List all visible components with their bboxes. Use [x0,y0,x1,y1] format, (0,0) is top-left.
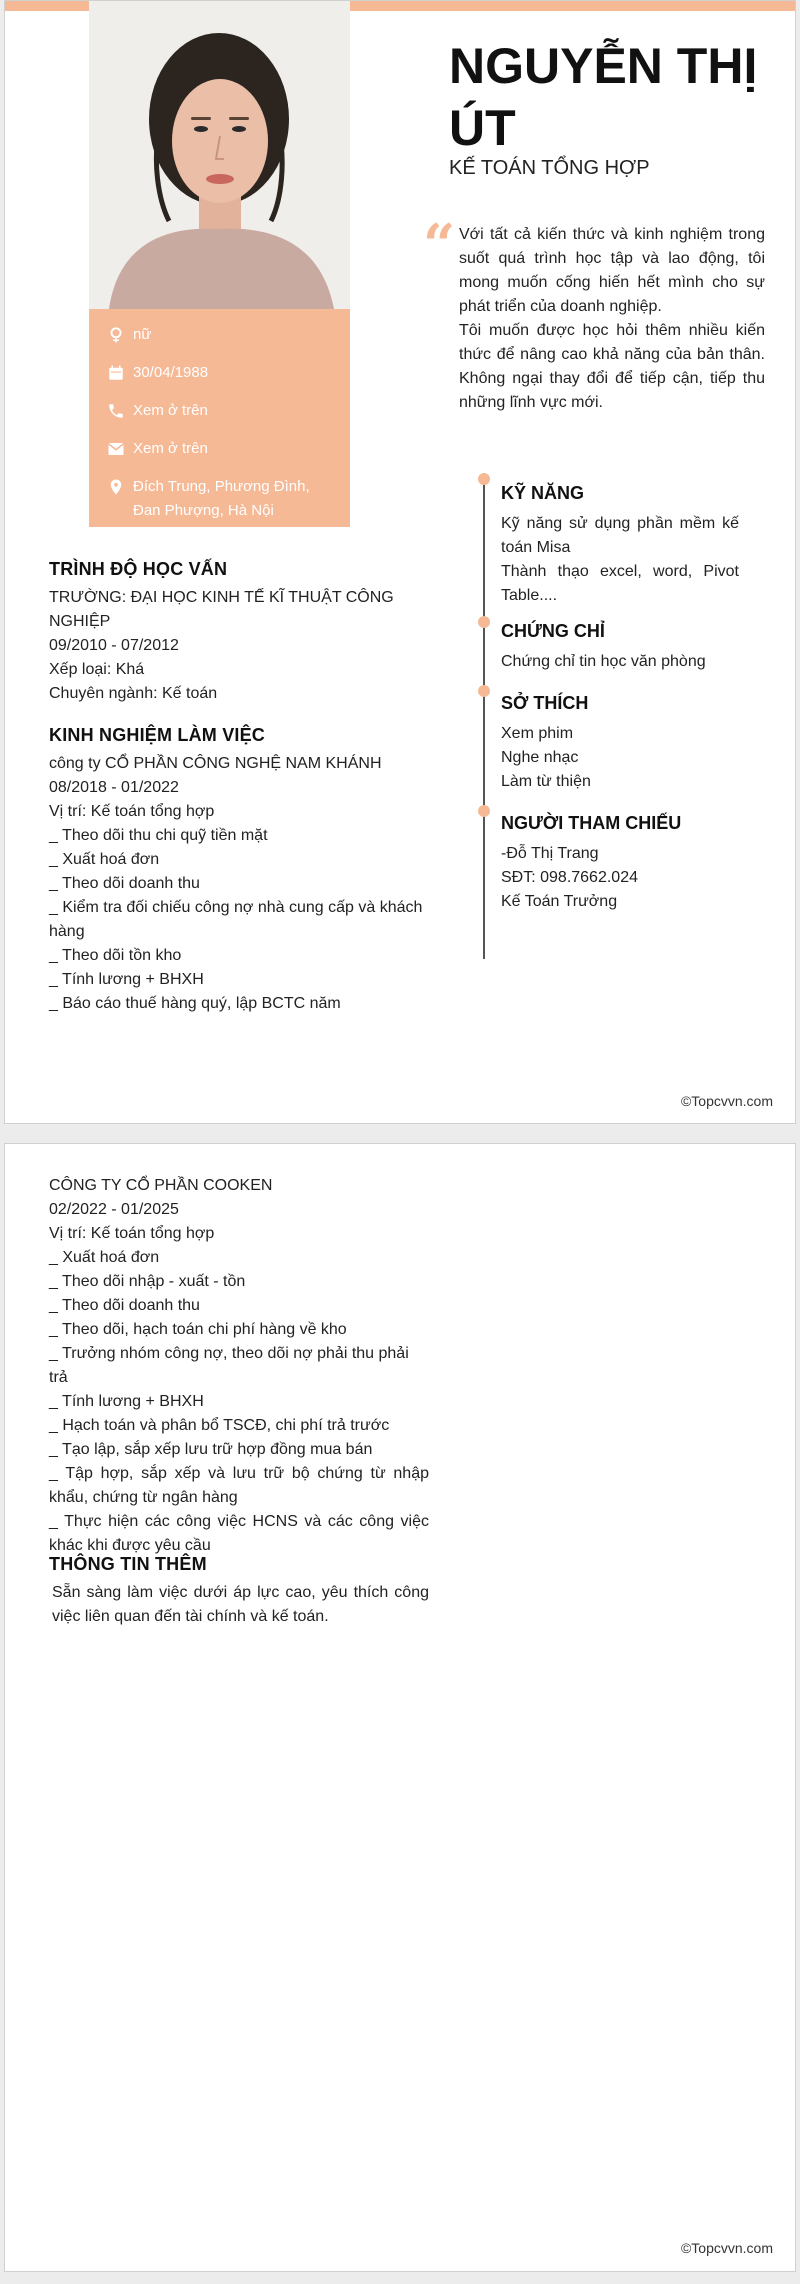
skill-item: Kỹ năng sử dụng phần mềm kế toán Misa [501,515,739,556]
objective-quote [423,212,765,415]
phone-icon [107,399,133,423]
timeline-line [483,473,485,959]
timeline-dot [478,805,490,817]
birthday-value: 30/04/1988 [133,364,209,381]
certificates-section [501,621,739,674]
cv-page-2 [4,1143,796,2272]
experience-item: Vị trí: Kế toán tổng hợp [49,1225,215,1242]
extra-info-section [49,1554,429,1629]
quote-text [459,223,765,415]
cv-page-1 [4,0,796,1124]
phone-value[interactable]: Xem ở trên [133,402,208,419]
skill-item: Thành thạo excel, word, Pivot Table.... [501,563,739,604]
candidate-name: NGUYỄN THỊ ÚT [449,38,758,156]
hobby-item: Xem phim [501,725,574,742]
profile-photo [89,1,350,309]
experience-item: công ty CỔ PHẦN CÔNG NGHỆ NAM KHÁNH [49,755,382,772]
education-item: Chuyên ngành: Kế toán [49,685,218,702]
experience-item: _ Trưởng nhóm công nợ, theo dõi nợ phải thu phải trả [49,1345,409,1386]
experience-item: _ Kiểm tra đối chiếu công nợ nhà cung cấp và khách hàng [49,899,423,940]
experience-item: 08/2018 - 01/2022 [49,779,179,796]
experience-item: _ Theo dõi thu chi quỹ tiền mặt [49,827,268,844]
experience-continued [49,1174,429,1558]
skills-section [501,483,739,608]
experience-item: _ Tạo lập, sắp xếp lưu trữ hợp đồng mua bán [49,1441,373,1458]
experience-item: 02/2022 - 01/2025 [49,1201,179,1218]
reference-section [501,813,739,914]
experience-item: _ Theo dõi, hạch toán chi phí hàng về kho [49,1321,347,1338]
contact-panel [89,309,350,527]
hobby-item: Làm từ thiện [501,773,591,790]
reference-item: SĐT: 098.7662.024 [501,869,638,886]
quote-paragraph: Với tất cả kiến thức và kinh nghiệm trong suốt quá trình học tập và lao động, tôi mong muốn cống hiến hết mình cho sự phát triển của doanh nghiệp. [459,226,765,315]
timeline-dot [478,616,490,628]
quote-icon: “ [423,212,456,278]
experience-item: _ Báo cáo thuế hàng quý, lập BCTC năm [49,995,341,1012]
experience-section [49,725,429,1016]
section-heading: SỞ THÍCH [501,693,589,713]
timeline-dot [478,473,490,485]
job-title: KẾ TOÁN TỔNG HỢP [449,157,650,179]
hobbies-section [501,693,739,794]
certificate-item: Chứng chỉ tin học văn phòng [501,653,706,670]
reference-item: -Đỗ Thị Trang [501,845,599,862]
experience-item: _ Theo dõi doanh thu [49,1297,200,1314]
experience-item: _ Xuất hoá đơn [49,1249,160,1266]
experience-item: Vị trí: Kế toán tổng hợp [49,803,215,820]
experience-item: _ Theo dõi nhập - xuất - tồn [49,1273,246,1290]
timeline-dot [478,685,490,697]
footer-brand[interactable]: ©Topcvvn.com [680,1093,773,1109]
section-heading: KỸ NĂNG [501,483,585,503]
education-item: TRƯỜNG: ĐẠI HỌC KINH TẾ KĨ THUẬT CÔNG NGHIỆP [49,589,394,630]
location-pin-icon [107,475,133,499]
experience-item: _ Tính lương + BHXH [49,971,204,988]
section-heading: THÔNG TIN THÊM [49,1554,207,1574]
experience-item: _ Hạch toán và phân bổ TSCĐ, chi phí trả trước [49,1417,390,1434]
contact-gender [107,323,332,347]
experience-item: _ Theo dõi doanh thu [49,875,200,892]
education-section [49,559,429,706]
experience-item: _ Xuất hoá đơn [49,851,160,868]
quote-paragraph: Tôi muốn được học hỏi thêm nhiều kiến thức để nâng cao khả năng của bản thân. Không ngại thay đổi để tiếp cận, tiếp thu những lĩnh vực mới. [459,322,765,411]
hobby-item: Nghe nhạc [501,749,579,766]
experience-item: _ Tính lương + BHXH [49,1393,204,1410]
reference-item: Kế Toán Trưởng [501,893,618,910]
calendar-icon [107,361,133,385]
section-heading: CHỨNG CHỈ [501,621,605,641]
email-value[interactable]: Xem ở trên [133,440,208,457]
contact-phone [107,399,332,423]
section-heading: TRÌNH ĐỘ HỌC VẤN [49,559,228,579]
gender-icon [107,323,133,347]
contact-birthday [107,361,332,385]
section-heading: NGƯỜI THAM CHIẾU [501,813,682,833]
education-item: Xếp loại: Khá [49,661,145,678]
experience-item: _ Thực hiện các công việc HCNS và các công việc khác khi được yêu cầu [49,1513,429,1554]
experience-item: _ Tập hợp, sắp xếp và lưu trữ bộ chứng từ nhập khẩu, chứng từ ngân hàng [49,1465,429,1506]
contact-email [107,437,332,461]
contact-address [107,475,332,523]
gender-value: nữ [133,326,152,343]
section-heading: KINH NGHIỆM LÀM VIỆC [49,725,266,745]
experience-item: CÔNG TY CỔ PHẦN COOKEN [49,1177,273,1194]
email-icon [107,437,133,461]
address-value: Đích Trung, Phương Đình, Đan Phượng, Hà Nội [133,478,310,519]
education-item: 09/2010 - 07/2012 [49,637,179,654]
extra-info-text: Sẵn sàng làm việc dưới áp lực cao, yêu thích công việc liên quan đến tài chính và kế toán. [52,1584,429,1625]
experience-item: _ Theo dõi tồn kho [49,947,182,964]
footer-brand[interactable]: ©Topcvvn.com [680,2240,773,2256]
